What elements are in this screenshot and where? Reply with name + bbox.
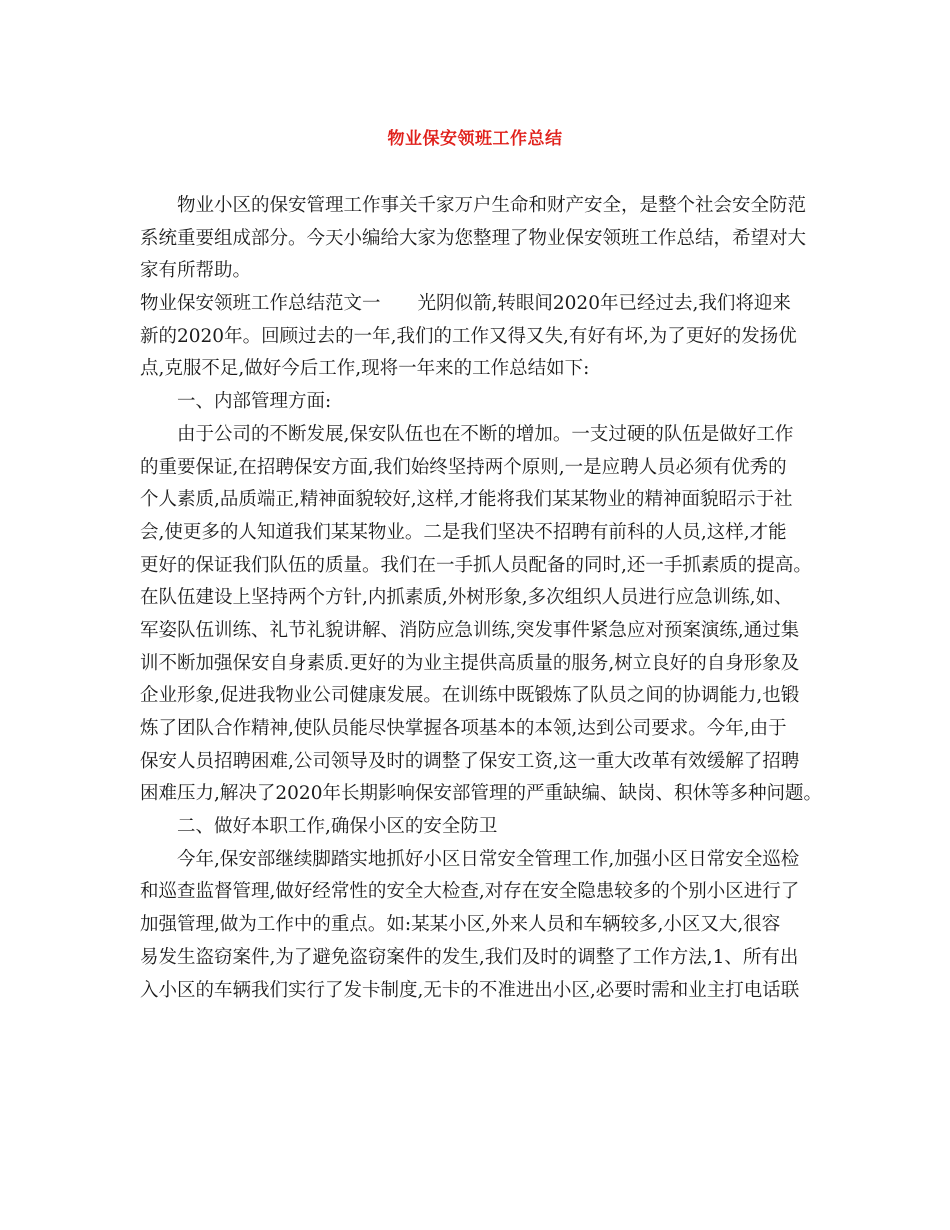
text-line: 点,克服不足,做好今后工作,现将一年来的工作总结如下: bbox=[140, 358, 590, 380]
text-line: 的重要保证,在招聘保安方面,我们始终坚持两个原则,一是应聘人员必须有优秀的 bbox=[140, 456, 787, 478]
text-line: 在队伍建设上坚持两个方针,内抓素质,外树形象,多次组织人员进行应急训练,如、 bbox=[140, 587, 793, 609]
text-line: 和巡查监督管理,做好经常性的安全大检查,对存在安全隐患较多的个别小区进行了 bbox=[140, 881, 800, 903]
text-line: 一、内部管理方面: bbox=[177, 391, 332, 413]
text-line: 企业形象,促进我物业公司健康发展。在训练中既锻炼了队员之间的协调能力,也锻 bbox=[140, 685, 800, 707]
text-line: 物业小区的保安管理工作事关千家万户生命和财产安全，是整个社会安全防范 bbox=[177, 195, 807, 216]
text-line: 炼了团队合作精神,使队员能尽快掌握各项基本的本领,达到公司要求。今年,由于 bbox=[140, 718, 787, 739]
text-line: 家有所帮助。 bbox=[140, 260, 252, 282]
text-line: 会,使更多的人知道我们某某物业。二是我们坚决不招聘有前科的人员,这样,才能 bbox=[140, 521, 787, 543]
text-line: 由于公司的不断发展,保安队伍也在不断的增加。一支过硬的队伍是做好工作 bbox=[177, 423, 794, 445]
text-line: 保安人员招聘困难,公司领导及时的调整了保安工资,这一重大改革有效缓解了招聘 bbox=[140, 750, 800, 772]
text-line: 物业保安领班工作总结范文一 光阴似箭,转眼间2020年已经过去,我们将迎来 bbox=[140, 293, 791, 315]
text-line: 更好的保证我们队伍的质量。我们在一手抓人员配备的同时,还一手抓素质的提高。 bbox=[140, 554, 812, 576]
text-line: 困难压力,解决了2020年长期影响保安部管理的严重缺编、缺岗、积休等多种问题。 bbox=[140, 783, 822, 805]
text-line: 个人素质,品质端正,精神面貌较好,这样,才能将我们某某物业的精神面貌昭示于社 bbox=[140, 489, 793, 511]
text-line: 加强管理,做为工作中的重点。如:某某小区,外来人员和车辆较多,小区又大,很容 bbox=[140, 914, 781, 936]
text-line: 系统重要组成部分。今天小编给大家为您整理了物业保安领班工作总结，希望对大 bbox=[140, 227, 807, 249]
text-line: 易发生盗窃案件,为了避免盗窃案件的发生,我们及时的调整了工作方法,1、所有出 bbox=[140, 946, 799, 968]
document-title: 物业保安领班工作总结 bbox=[387, 129, 563, 149]
text-line: 新的2020年。回顾过去的一年,我们的工作又得又失,有好有坏,为了更好的发扬优 bbox=[140, 325, 797, 347]
text-line: 入小区的车辆我们实行了发卡制度,无卡的不准进出小区,必要时需和业主打电话联 bbox=[140, 979, 800, 1001]
text-line: 二、做好本职工作,确保小区的安全防卫 bbox=[177, 816, 498, 838]
text-line: 军姿队伍训练、礼节礼貌讲解、消防应急训练,突发事件紧急应对预案演练,通过集 bbox=[140, 619, 800, 641]
text-line: 训不断加强保安自身素质.更好的为业主提供高质量的服务,树立良好的自身形象及 bbox=[140, 652, 800, 674]
document-body bbox=[140, 190, 820, 1007]
text-line: 今年,保安部继续脚踏实地抓好小区日常安全管理工作,加强小区日常安全巡检 bbox=[177, 848, 800, 870]
